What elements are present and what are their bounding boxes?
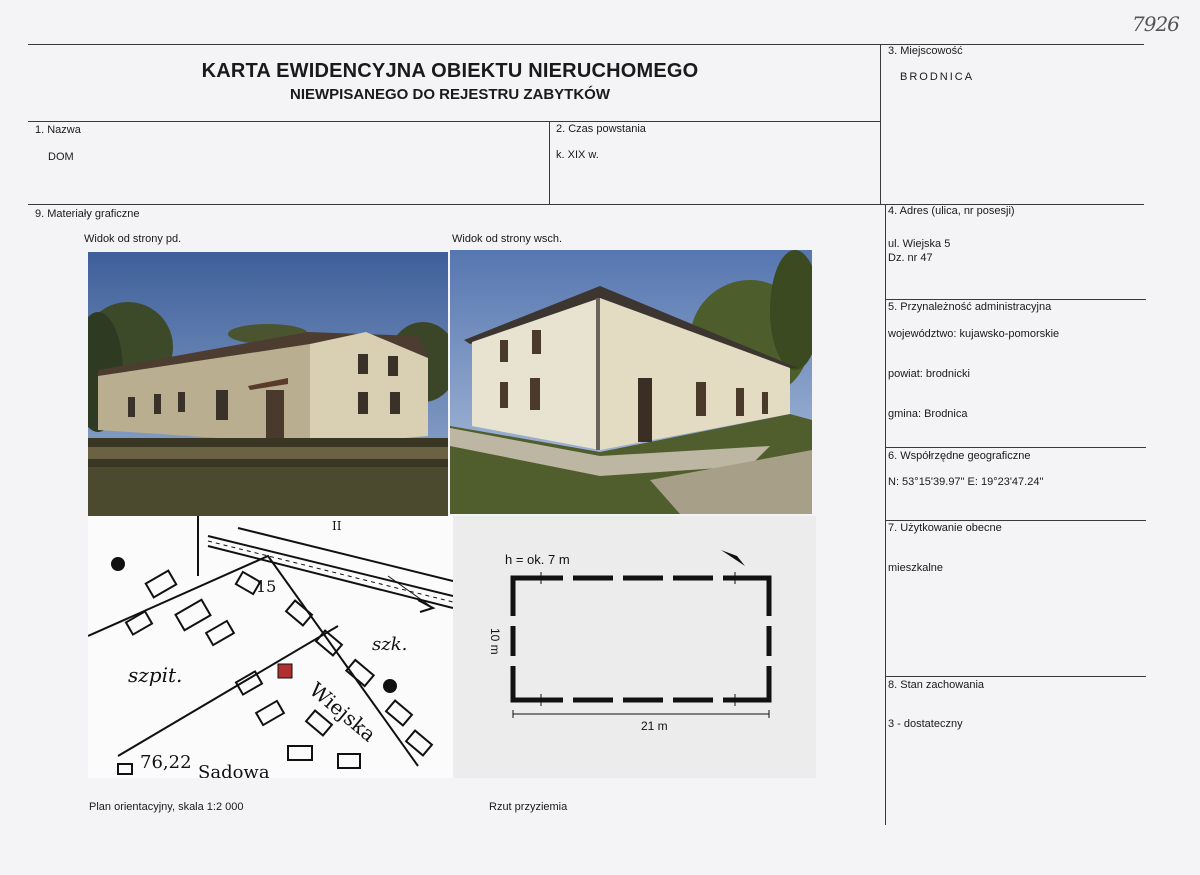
field-7-label: 7. Użytkowanie obecne (888, 522, 1002, 534)
field-8-label: 8. Stan zachowania (888, 679, 985, 691)
orientation-map (88, 516, 453, 778)
photo-south-view (88, 252, 448, 516)
field-7-value: mieszkalne (888, 562, 944, 574)
photo-south-caption: Widok od strony pd. (84, 233, 182, 245)
plan-depth-label: 10 m (488, 628, 502, 655)
field-4-line1: ul. Wiejska 5 (888, 238, 951, 250)
field-9-label: 9. Materiały graficzne (35, 208, 140, 220)
plan-height-label: h = ok. 7 m (505, 552, 570, 567)
map-caption: Plan orientacyjny, skala 1:2 000 (89, 801, 244, 813)
map-label-roman: II (332, 519, 342, 533)
field-6-value: N: 53°15'39.97" E: 19°23'47.24" (888, 476, 1044, 488)
map-label-wiejska: Wiejska (304, 677, 381, 747)
plan-caption: Rzut przyziemia (489, 801, 568, 813)
field-5-wojewodztwo: województwo: kujawsko-pomorskie (888, 328, 1060, 340)
photo-east-view (450, 250, 812, 514)
field-5-gmina: gmina: Brodnica (888, 408, 968, 420)
ground-floor-plan (453, 516, 816, 778)
rule-name-divider (549, 121, 550, 205)
rule-section-7 (885, 520, 1146, 521)
map-label-szk: szk. (372, 634, 408, 655)
field-3-label: 3. Miejscowość (888, 45, 963, 57)
rule-right-column-lower (885, 205, 886, 825)
field-3-value: BRODNICA (900, 71, 975, 83)
rule-section-6 (885, 447, 1146, 448)
rule-right-column (880, 44, 881, 205)
field-4-line2: Dz. nr 47 (888, 252, 933, 264)
map-label-sadowa: Sadowa (198, 762, 270, 778)
field-1-label: 1. Nazwa (35, 124, 81, 136)
field-5-powiat: powiat: brodnicki (888, 368, 970, 380)
rule-top (28, 44, 1144, 45)
catalogue-number: 7926 (1132, 12, 1179, 36)
photo-east-caption: Widok od strony wsch. (452, 233, 563, 245)
map-label-number: 15 (256, 577, 277, 596)
plan-width-label: 21 m (641, 719, 668, 733)
rule-title-bottom (28, 121, 880, 122)
field-4-label: 4. Adres (ulica, nr posesji) (888, 205, 1015, 217)
map-label-szpit: szpit. (128, 663, 183, 687)
field-6-label: 6. Współrzędne geograficzne (888, 450, 1031, 462)
document-subtitle: NIEWPISANEGO DO REJESTRU ZABYTKÓW (289, 86, 611, 103)
field-8-value: 3 - dostateczny (888, 718, 963, 730)
rule-section-5 (885, 299, 1146, 300)
field-2-value: k. XIX w. (556, 149, 599, 161)
document-title: KARTA EWIDENCYJNA OBIEKTU NIERUCHOMEGO (201, 60, 699, 82)
field-5-label: 5. Przynależność administracyjna (888, 301, 1052, 313)
field-1-value: DOM (48, 151, 74, 163)
map-label-elevation: 76,22 (140, 752, 192, 773)
field-2-label: 2. Czas powstania (556, 123, 646, 135)
rule-section-8 (885, 676, 1146, 677)
